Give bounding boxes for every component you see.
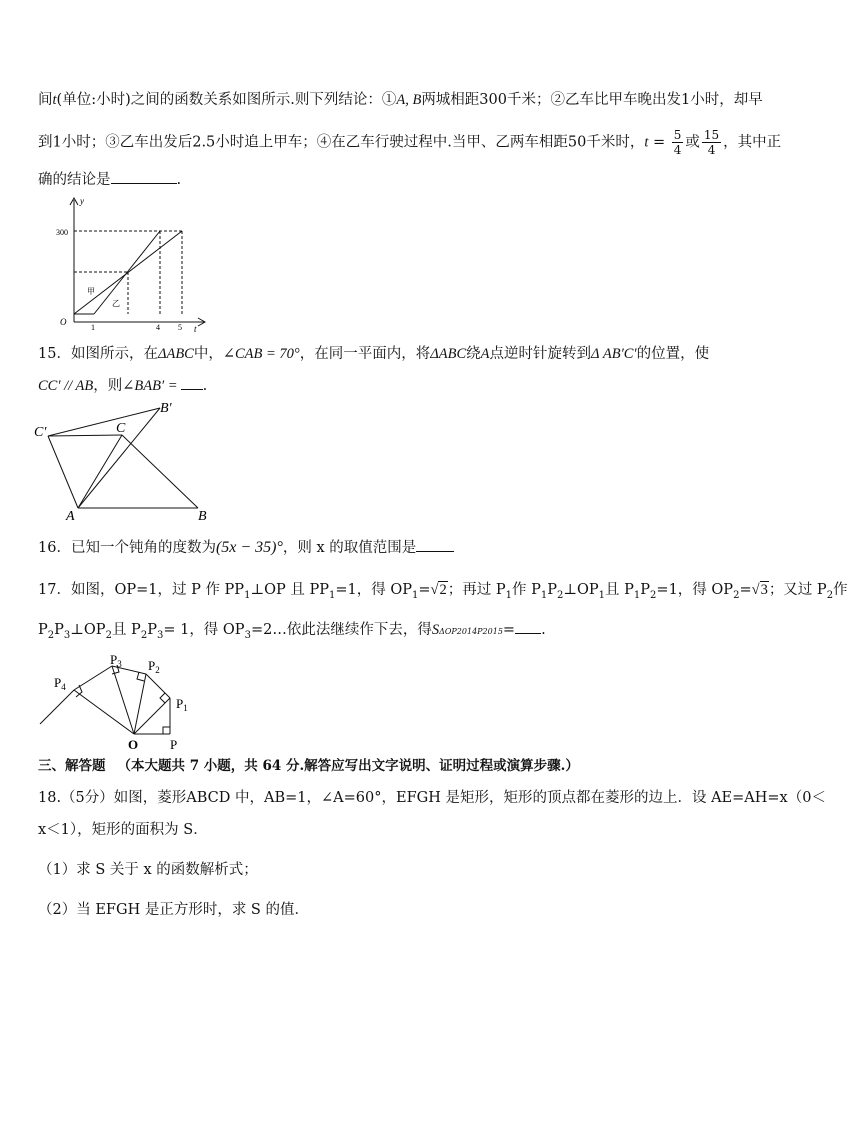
q14-text: ，其中正	[723, 134, 782, 151]
q14-text: (单位:小时)之间的函数关系如图所示.则下列结论：①	[56, 92, 397, 108]
seg-c1-a	[48, 436, 78, 508]
q15-text: 15．如图所示，在	[38, 346, 158, 362]
label-b-prime: B′	[160, 401, 172, 416]
spiral-figure	[36, 650, 206, 752]
q17-text: P	[147, 622, 157, 638]
q16-text: 16．已知一个钝角的度数为	[38, 540, 216, 556]
q18-text: x＜1），矩形的面积为 S．	[38, 822, 208, 838]
q14-var-t: t	[644, 134, 649, 151]
q17-text: ⊥OP 且 PP	[250, 582, 329, 598]
seg-o-p2	[134, 674, 146, 734]
q17-text: 作	[833, 582, 848, 598]
q14-text: 两城相距300千米；②乙车比甲车晚出发1小时，却早	[421, 92, 763, 108]
q14-text: 确的结论是	[38, 172, 111, 188]
frac-num: 15	[703, 128, 720, 142]
q17-math: S	[431, 622, 440, 638]
q15-math: CC′ // AB	[38, 378, 94, 394]
sqrt-2: √2	[430, 582, 447, 598]
q17-text: =	[502, 622, 516, 638]
q17-text: ⊥OP	[70, 622, 106, 638]
q14-text: 到1小时；③乙车出发后2.5小时追上甲车；④在乙车行驶过程中.当甲、乙两车相距50千米时，	[38, 134, 645, 151]
q15-math: ΔABC	[430, 346, 467, 362]
q18-sub-1	[38, 858, 258, 879]
label-p3-sub: 3	[117, 659, 122, 669]
q14-text: 间	[38, 92, 53, 108]
sub-part: 2014	[456, 627, 478, 636]
q17-line-1: 17．如图，OP=1，过 P 作 $PP_1\perp OP$ 且 $PP_1=1$，得 $OP_1=√2$；再过 $P_1$作 $P_1P_2\perp OP_1$且 $P_1P_2=1$，得 $OP_2=√3$；又过 $P_2$作	[38, 582, 848, 601]
right-angle-p1	[160, 693, 165, 703]
frac-den: 4	[673, 143, 682, 157]
q18-text: （2）当 EFGH 是正方形时，求 S 的值．	[38, 902, 309, 918]
answer-blank[interactable]	[181, 377, 203, 390]
q14-text: 或	[685, 134, 700, 151]
q17-text: ；再过 P	[447, 582, 506, 598]
label-p4-sub: 4	[61, 682, 66, 692]
label-p1	[176, 696, 188, 713]
label-p: P	[170, 737, 178, 752]
q14-var-t: t	[52, 92, 57, 108]
sub-part: 2015	[482, 627, 503, 636]
label-p4	[54, 675, 66, 692]
q17-text: .	[541, 622, 546, 638]
seg-p2-p1	[146, 674, 170, 698]
origin-label: O	[60, 317, 67, 327]
label-p1-sub: 1	[183, 703, 188, 713]
seg-c-b	[122, 435, 198, 508]
q17-text: P	[38, 622, 48, 638]
seg-o-p4	[74, 690, 134, 734]
q16-line	[38, 536, 454, 557]
q17-text: =	[418, 582, 431, 598]
tick-5: 5	[178, 323, 182, 332]
q17-text: P	[547, 582, 557, 598]
s-subscript	[439, 627, 503, 636]
sub-part: ΔOP	[439, 627, 457, 636]
q18-line-1	[38, 786, 826, 807]
label-p2	[148, 658, 160, 675]
q15-math: Δ AB′C′	[591, 346, 637, 362]
label-b: B	[198, 509, 207, 524]
fraction-5-4	[672, 128, 684, 157]
q15-math: A	[480, 346, 490, 362]
q14-line-2	[38, 128, 781, 157]
seg-c1-c	[48, 435, 122, 436]
label-c-prime: C′	[34, 425, 47, 440]
q17-text: 且 P	[111, 622, 141, 638]
q18-sub-2	[38, 898, 309, 919]
frac-num: 5	[673, 128, 682, 142]
q17-text: ；又过 P	[768, 582, 827, 598]
q17-text: 17．如图，OP=1，过 P 作 PP	[38, 582, 245, 598]
label-p2-sub: 2	[155, 665, 160, 675]
t-label: t	[194, 324, 197, 334]
seg-o-p1	[134, 698, 170, 734]
label-p1-main: P	[176, 696, 184, 711]
q15-math: ∠BAB′ =	[122, 378, 178, 394]
q17-text: =1，得 OP	[656, 582, 734, 598]
extension-line	[40, 690, 74, 724]
q17-text: 且 P	[605, 582, 634, 598]
label-p3	[110, 652, 122, 669]
q17-text: 作 P	[511, 582, 541, 598]
q14-line-3	[38, 168, 181, 189]
q15-math: ΔABC	[157, 346, 194, 362]
label-a: A	[66, 509, 75, 524]
q17-text: =2…依此法继续作下去，得	[250, 622, 432, 638]
q17-text: =1，得 OP	[335, 582, 412, 598]
answer-blank[interactable]	[111, 171, 177, 184]
q17-text: P	[54, 622, 64, 638]
section-note: （本大题共 7 小题，共 64 分.解答应写出文字说明、证明过程或演算步骤.）	[117, 758, 579, 774]
label-o: O	[128, 737, 139, 752]
q17-text: ，得 OP	[189, 622, 245, 638]
answer-blank[interactable]	[515, 621, 541, 634]
section-title: 三、解答题	[38, 758, 106, 774]
q17-text: P	[640, 582, 651, 598]
frac-den: 4	[707, 143, 716, 157]
q15-text: ，则	[93, 378, 123, 394]
q16-math: (5x − 35)°	[215, 539, 283, 556]
q15-text: ，在同一平面内，将	[299, 346, 431, 362]
seg-a-c	[78, 435, 122, 508]
seg-c1-b1	[48, 408, 160, 436]
q18-text: （1）求 S 关于 x 的函数解析式；	[38, 862, 258, 878]
radicand: 2	[439, 582, 447, 598]
q15-text: 点逆时针旋转到	[489, 346, 591, 362]
q17-text: ⊥OP	[563, 582, 599, 598]
q15-text: 中，	[193, 346, 223, 362]
q18-line-2	[38, 818, 208, 839]
seg-o-p3	[112, 666, 134, 734]
q18-text: 18.（5分）如图，菱形ABCD 中，AB=1，∠A=60°，EFGH 是矩形，矩形的顶点都在菱形的边上．设 AE=AH=x（0＜	[38, 790, 826, 806]
q15-text: 的位置，使	[636, 346, 710, 362]
q15-math: ∠CAB = 70°	[222, 346, 300, 362]
fraction-15-4	[702, 128, 721, 157]
q17-text: = 1	[163, 622, 190, 638]
answer-blank[interactable]	[416, 539, 454, 552]
tick-4: 4	[156, 323, 160, 332]
q15-line-2	[38, 374, 207, 395]
label-p2-main: P	[148, 658, 156, 673]
label-yi: 乙	[112, 299, 120, 308]
label-p3-main: P	[110, 652, 118, 667]
tick-300: 300	[56, 228, 68, 237]
right-angle-p	[163, 727, 170, 734]
label-c: C	[116, 421, 126, 436]
sub-part: P	[477, 627, 483, 636]
sqrt-3: √3	[751, 582, 768, 598]
section-3-header	[38, 754, 579, 774]
q14-eq: =	[648, 134, 670, 151]
q14-line-1	[38, 88, 763, 109]
q15-line-1	[38, 342, 709, 363]
radicand: 3	[760, 582, 768, 598]
distance-time-graph	[52, 194, 212, 334]
tick-1: 1	[91, 323, 95, 332]
label-jia: 甲	[87, 287, 95, 296]
label-p4-main: P	[54, 675, 62, 690]
q17-text: =	[739, 582, 752, 598]
q16-text: ，则 x 的取值范围是	[282, 540, 417, 556]
q15-text: 绕	[466, 346, 481, 362]
rotation-figure	[30, 398, 220, 522]
q17-line-2: $P_2P_3\perp OP_2$且 $P_2P_3= 1$，得 $OP_3=2\dots$依此法继续作下去，得SΔOP2014P2015= .	[38, 622, 546, 641]
q15-text: .	[202, 378, 208, 394]
q14-text: .	[176, 172, 182, 188]
y-label: y	[80, 196, 84, 206]
q14-var-ab: A, B	[396, 92, 422, 108]
